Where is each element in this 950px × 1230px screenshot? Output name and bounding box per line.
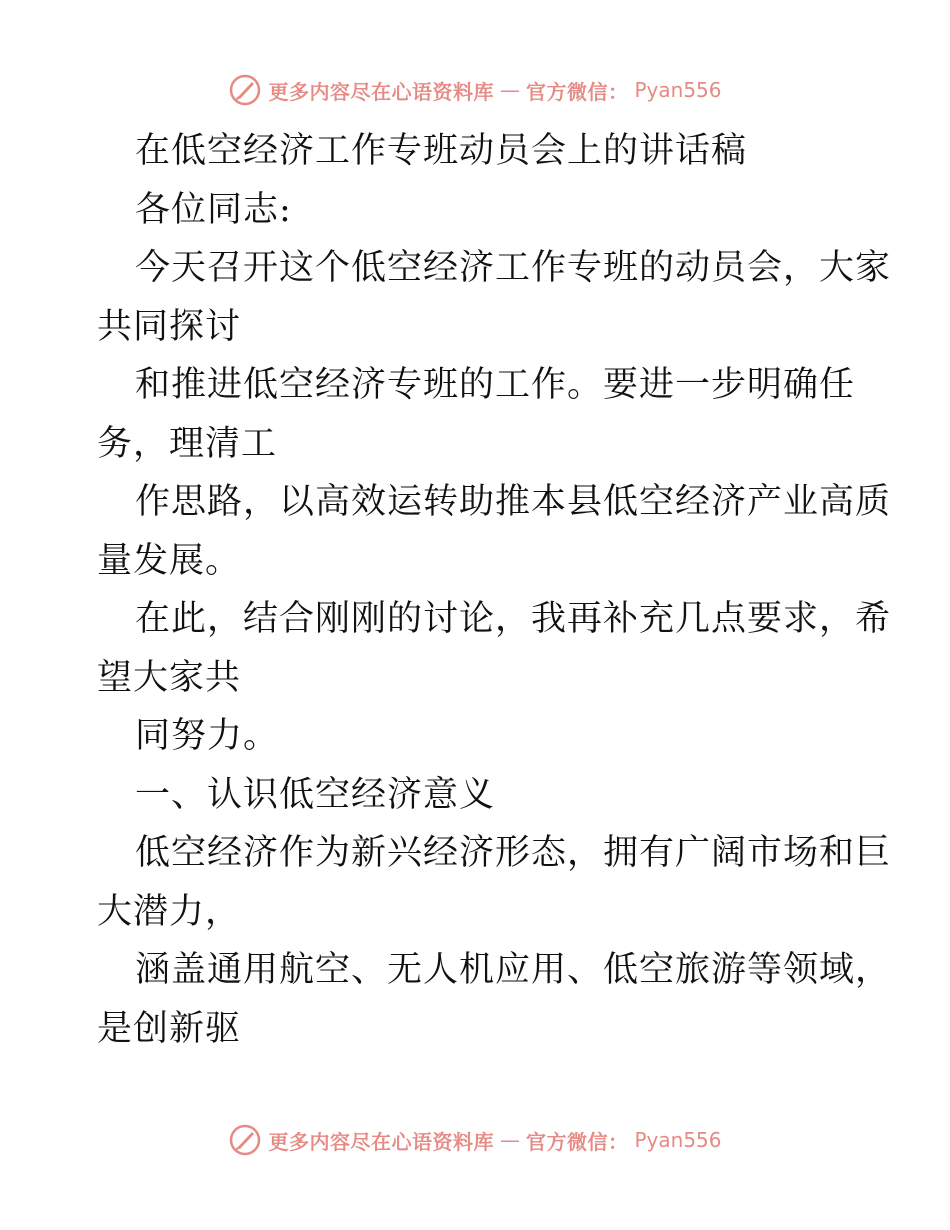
footer-watermark xyxy=(0,1120,950,1160)
watermark-text: 更多内容尽在心语资料库 xyxy=(268,79,494,104)
quill-pen-logo-icon xyxy=(228,1123,262,1157)
watermark-wechat-label: 官方微信： xyxy=(525,79,629,104)
document-line: 涵盖通用航空、无人机应用、低空旅游等领域， xyxy=(135,950,892,990)
document-line: 同努力。 xyxy=(135,716,280,756)
watermark-wechat-label: 官方微信： xyxy=(525,1129,629,1154)
watermark-text: 更多内容尽在心语资料库 xyxy=(268,1129,494,1154)
document-line: 在此，结合刚刚的讨论，我再补充几点要求，希 xyxy=(135,599,892,639)
document-line: 各位同志: xyxy=(135,189,292,230)
header-watermark xyxy=(0,70,950,110)
quill-pen-logo-icon xyxy=(228,73,262,107)
document-line: 大潜力， xyxy=(97,891,242,932)
watermark-wechat-id: Pyan556 xyxy=(634,78,722,102)
watermark-dash: — xyxy=(499,78,520,102)
document-line: 和推进低空经济专班的工作。要进一步明确任 xyxy=(135,365,856,405)
document-line: 低空经济作为新兴经济形态，拥有广阔市场和巨 xyxy=(135,833,892,873)
document-line: 务，理清工 xyxy=(97,423,278,464)
watermark-wechat-id: Pyan556 xyxy=(634,1128,722,1152)
document-line: 在低空经济工作专班动员会上的讲话稿 xyxy=(135,131,748,171)
document-line: 量发展。 xyxy=(97,540,242,581)
document-line: 共同探讨 xyxy=(97,306,242,347)
watermark-dash: — xyxy=(499,1128,520,1152)
document-line: 是创新驱 xyxy=(97,1008,242,1049)
document-line: 作思路，以高效运转助推本县低空经济产业高质 xyxy=(135,482,892,522)
document-line: 望大家共 xyxy=(97,657,242,698)
document-body xyxy=(97,122,892,1058)
document-line: 今天召开这个低空经济工作专班的动员会，大家 xyxy=(135,248,892,288)
document-line: 一、认识低空经济意义 xyxy=(135,774,496,815)
